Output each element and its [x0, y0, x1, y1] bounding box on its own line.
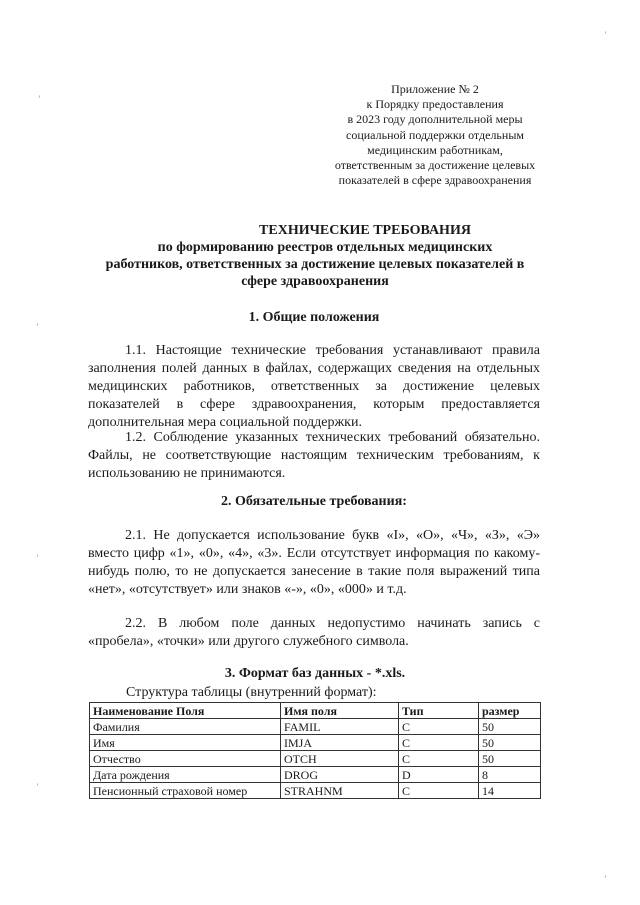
- cell-type: C: [398, 719, 478, 735]
- header-size: размер: [478, 703, 540, 719]
- table-header-row: [90, 703, 541, 719]
- scan-speck: ʼ: [36, 782, 39, 792]
- cell-field-id: DROG: [280, 767, 398, 783]
- format-table: [89, 702, 541, 799]
- table-row: [90, 751, 541, 767]
- section-3-heading: 3. Формат баз данных - *.xls.: [224, 666, 406, 681]
- annex-line: социальной поддержки отдельным: [346, 127, 524, 142]
- title-line-1: ТЕХНИЧЕСКИЕ ТРЕБОВАНИЯ: [259, 223, 471, 238]
- scan-speck: ʼ: [36, 553, 39, 563]
- cell-field-id: IMJA: [280, 735, 398, 751]
- cell-field-name: Имя: [90, 735, 281, 751]
- header-field-id: Имя поля: [280, 703, 398, 719]
- header-type: Тип: [398, 703, 478, 719]
- paragraph-1-1: 1.1. Настоящие технические требования устанавливают правила заполнения полей данных в файлах, содержащих сведения на отдельных медицинских работников, ответственных за достижение целевых показателей в сфере здравоохранения, которым предоставляется дополнительная мера социальной поддержки.: [88, 343, 540, 430]
- cell-type: C: [398, 751, 478, 767]
- cell-type: D: [398, 767, 478, 783]
- annex-line: медицинским работникам,: [367, 142, 503, 157]
- section-1-heading: 1. Общие положения: [248, 310, 380, 325]
- section-2-heading: 2. Обязательные требования:: [221, 494, 407, 509]
- annex-line: в 2023 году дополнительной меры: [347, 112, 523, 127]
- header-field-name: Наименование Поля: [90, 703, 281, 719]
- scan-speck: ʼ: [604, 30, 607, 40]
- cell-size: 50: [478, 751, 540, 767]
- cell-size: 50: [478, 735, 540, 751]
- title-line-3: работников, ответственных за достижение целевых показателей в: [105, 257, 525, 272]
- cell-type: C: [398, 783, 478, 799]
- scan-speck: ʼ: [38, 94, 41, 104]
- table-row: [90, 767, 541, 783]
- cell-size: 8: [478, 767, 540, 783]
- cell-field-id: FAMIL: [280, 719, 398, 735]
- cell-field-name: Дата рождения: [90, 767, 281, 783]
- annex-line: к Порядку предоставления: [366, 97, 504, 112]
- title-line-4: сфере здравоохранения: [241, 274, 389, 289]
- cell-size: 14: [478, 783, 540, 799]
- cell-field-id: OTCH: [280, 751, 398, 767]
- scan-speck: ʼ: [604, 874, 607, 884]
- cell-field-name: Отчество: [90, 751, 281, 767]
- cell-field-id: STRAHNM: [280, 783, 398, 799]
- structure-label: Структура таблицы (внутренний формат):: [126, 685, 377, 700]
- scan-speck: ʼ: [36, 322, 39, 332]
- table-row: [90, 783, 541, 799]
- table-row: [90, 735, 541, 751]
- annex-block: [320, 82, 550, 188]
- cell-type: C: [398, 735, 478, 751]
- annex-line: показателей в сфере здравоохранения: [338, 173, 532, 188]
- document-title: [80, 222, 550, 290]
- annex-line: Приложение № 2: [391, 82, 479, 96]
- cell-field-name: Пенсионный страховой номер: [90, 783, 281, 799]
- paragraph-1-2: 1.2. Соблюдение указанных технических требований обязательно. Файлы, не соответствующие настоящим техническим требованиям, к использованию не принимаются.: [88, 430, 540, 481]
- table-row: [90, 719, 541, 735]
- paragraph-2-2: 2.2. В любом поле данных недопустимо начинать запись с «пробела», «точки» или другого служебного символа.: [88, 616, 540, 649]
- title-line-2: по формированию реестров отдельных медицинских: [157, 240, 493, 255]
- paragraph-2-1: 2.1. Не допускается использование букв «I», «О», «Ч», «З», «Э» вместо цифр «1», «0», «4», «3». Если отсутствует информация по какому-нибудь полю, то не допускается занесение в такие поля выражений типа «нет», «отсутствует» или знаков «-», «0», «000» и т.д.: [88, 528, 540, 597]
- annex-line: ответственным за достижение целевых: [334, 158, 536, 173]
- cell-field-name: Фамилия: [90, 719, 281, 735]
- cell-size: 50: [478, 719, 540, 735]
